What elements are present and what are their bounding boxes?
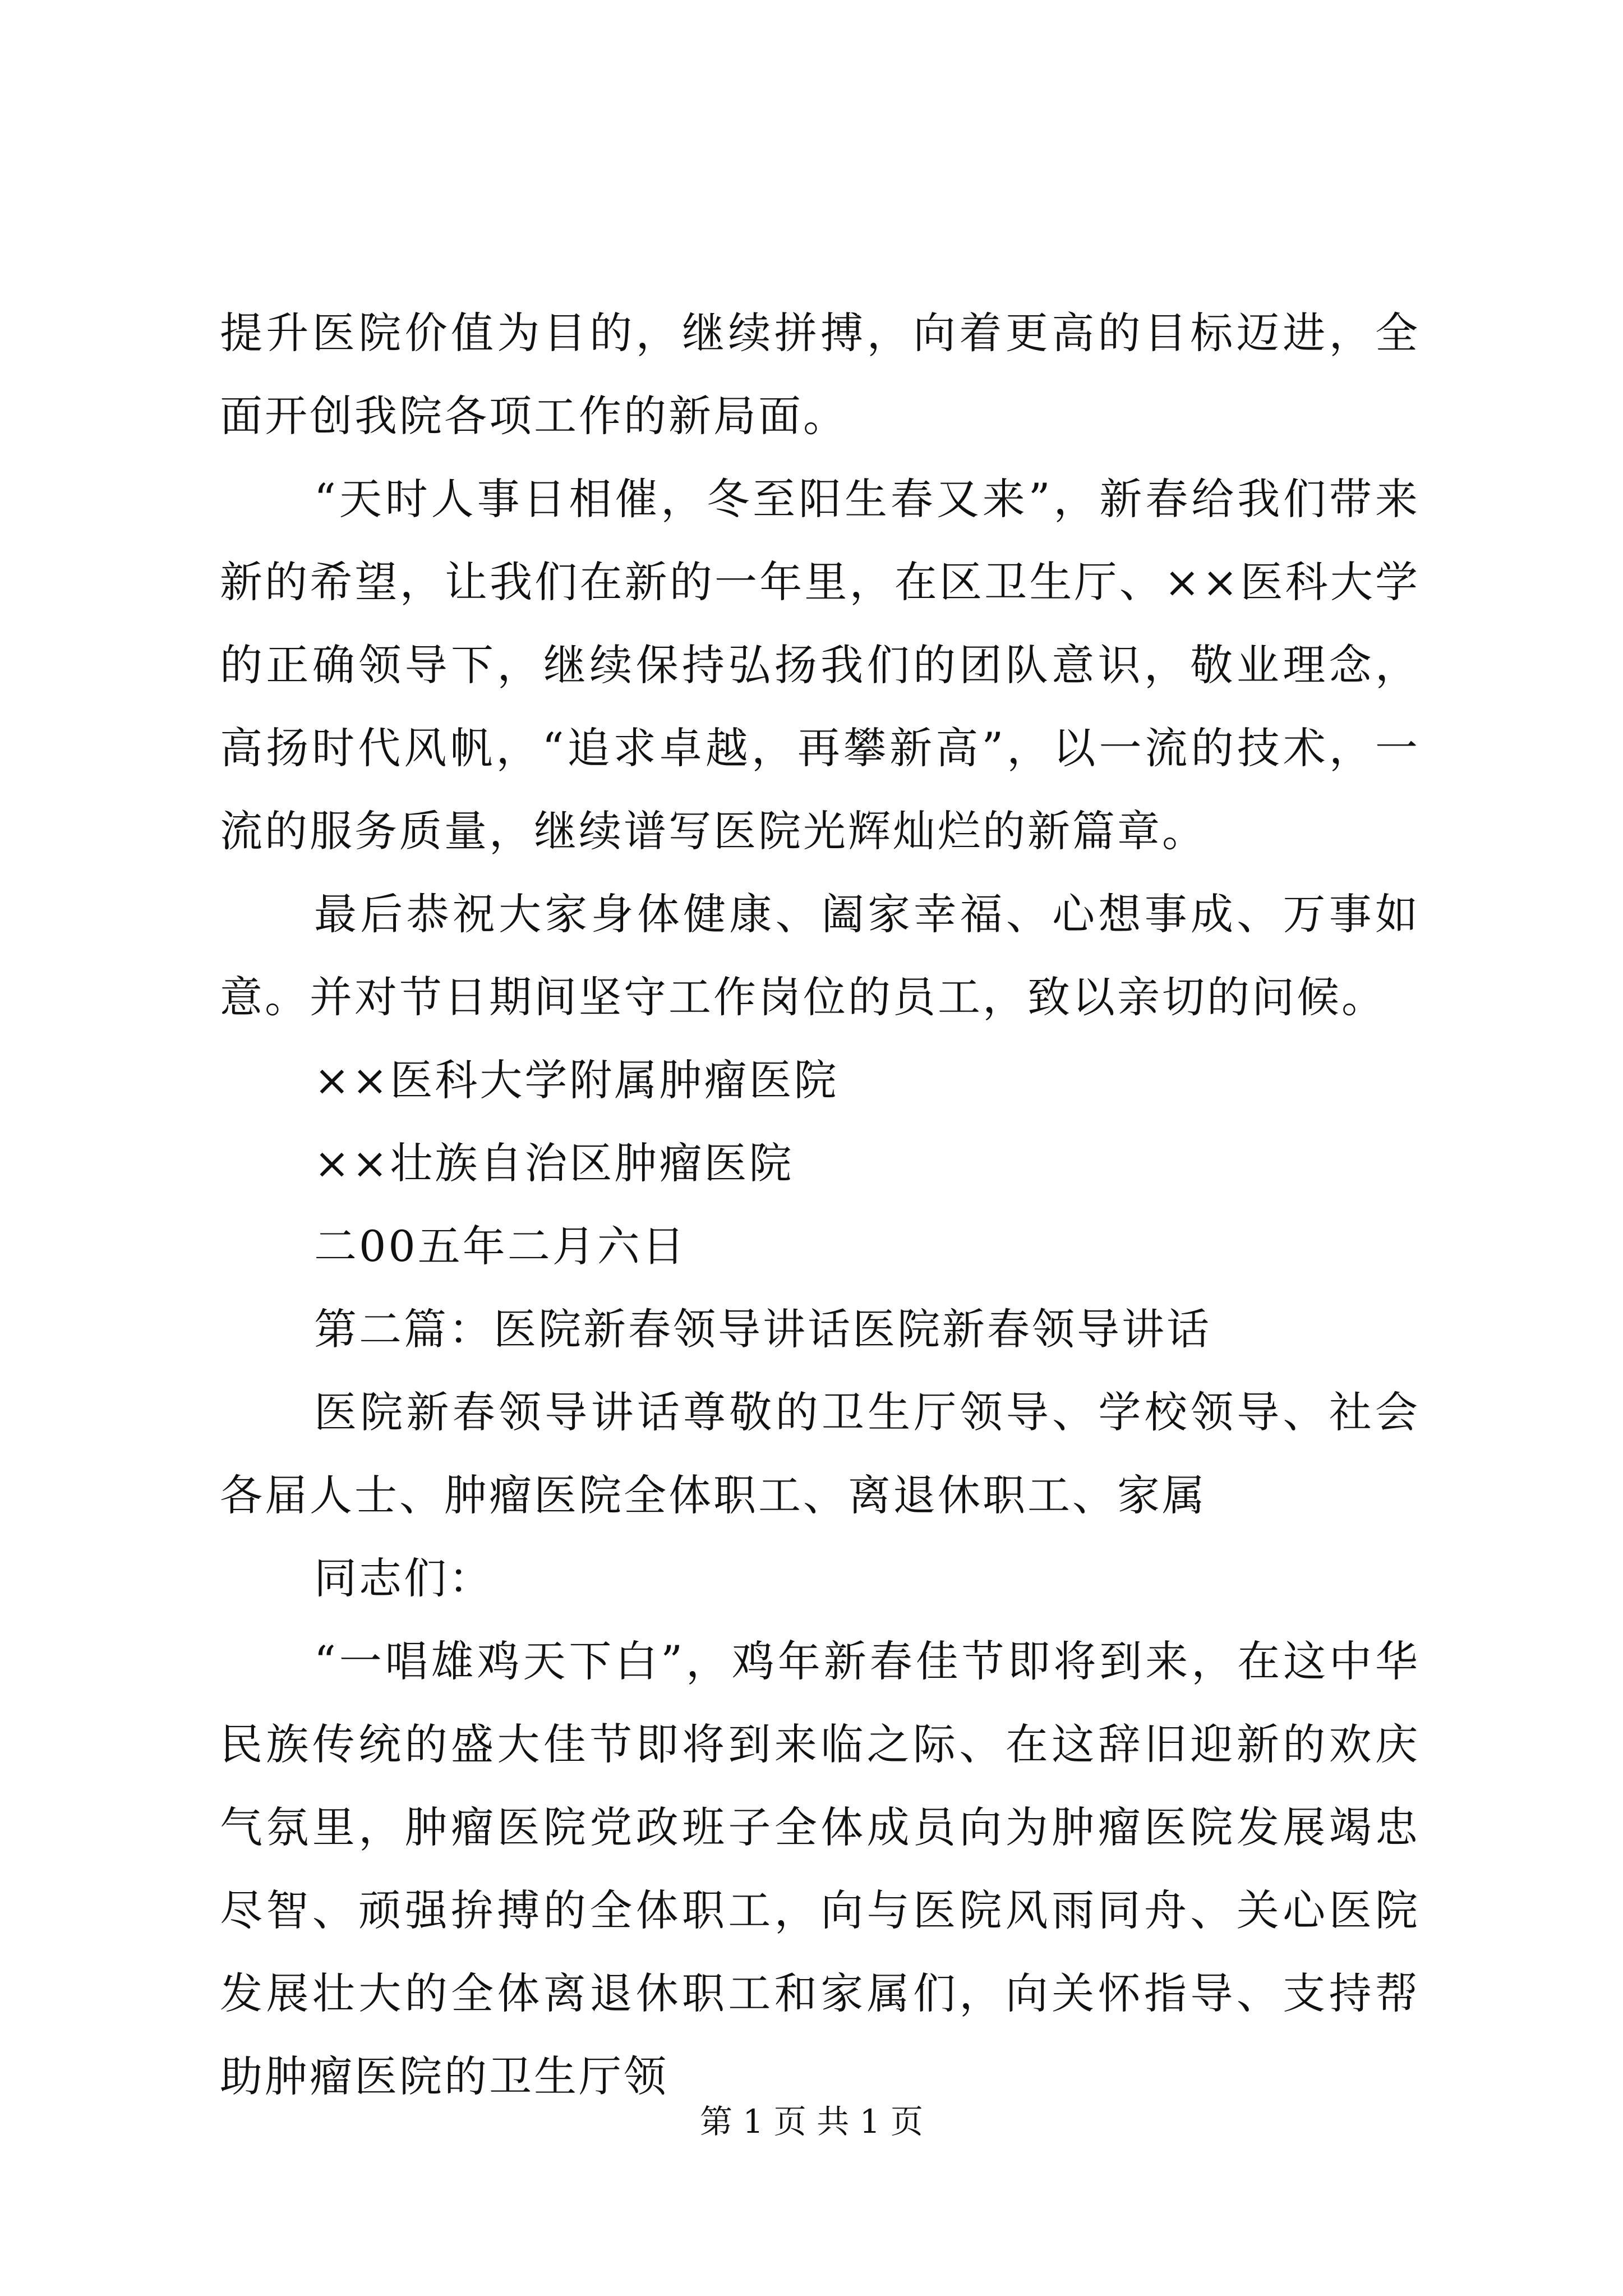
paragraph-best-wishes: 最后恭祝大家身体健康、阖家幸福、心想事成、万事如意。并对节日期间坚守工作岗位的员工，致以亲切的问候。 [220,889,1420,1022]
document-body [220,292,1420,2118]
paragraph-rooster-year: “一唱雄鸡天下白”，鸡年新春佳节即将到来，在这中华民族传统的盛大佳节即将到来临之际、在这辞旧迎新的欢庆气氛里，肿瘤医院党政班子全体成员向为肿瘤医院发展竭忠尽智、顽强拚搏的全体职工，向与医院风雨同舟、关心医院发展壮大的全体离退休职工和家属们，向关怀指导、支持帮助肿瘤医院的卫生厅领 [220,1636,1420,2101]
signature-hospital-1: ××医科大学附属肿瘤医院 [314,1055,839,1105]
page-footer: 第 1 页 共 1 页 [700,2102,923,2141]
section-heading-part-two: 第二篇：医院新春领导讲话医院新春领导讲话 [314,1304,1211,1354]
paragraph-new-year-hope: “天时人事日相催，冬至阳生春又来”，新春给我们带来新的希望，让我们在新的一年里，在区卫生厅、××医科大学的正确领导下，继续保持弘扬我们的团队意识，敬业理念，高扬时代风帆，“追求卓越，再攀新高”，以一流的技术，一流的服务质量，继续谱写医院光辉灿烂的新篇章。 [220,474,1420,856]
paragraph-salutation: 医院新春领导讲话尊敬的卫生厅领导、学校领导、社会各届人士、肿瘤医院全体职工、离退休职工、家属 [220,1387,1420,1520]
signature-hospital-2: ××壮族自治区肿瘤医院 [314,1138,794,1188]
signature-date: 二00五年二月六日 [314,1221,687,1271]
paragraph-comrades: 同志们： [314,1553,494,1603]
paragraph-continuation: 提升医院价值为目的，继续拼搏，向着更高的目标迈进，全面开创我院各项工作的新局面。 [220,308,1420,441]
